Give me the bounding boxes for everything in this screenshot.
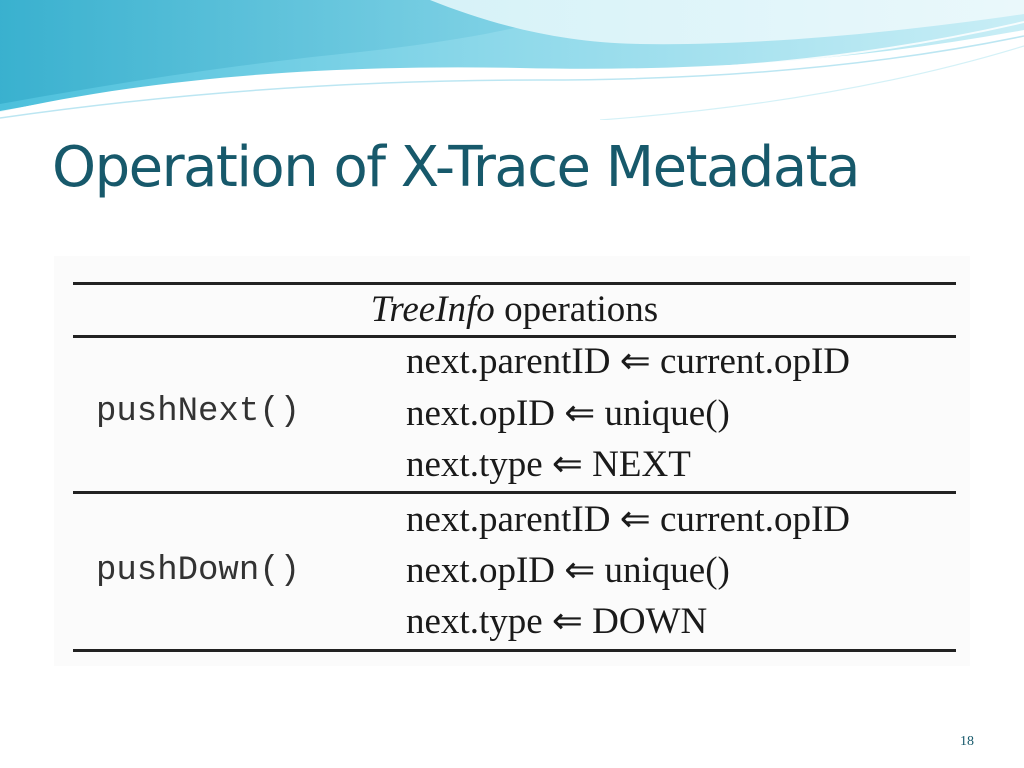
treeinfo-operations-table [54,256,970,666]
table-header-rest: operations [494,289,659,330]
statement-row: next.opID ⇐ unique() [406,393,730,434]
table-header-rule [73,335,956,338]
table-group-rule [73,491,956,494]
function-name-pushnext: pushNext() [96,393,301,431]
slide-page-number: 18 [960,734,974,749]
table-top-rule [73,282,956,285]
statement-row: next.type ⇐ DOWN [406,601,708,642]
statement-row: next.opID ⇐ unique() [406,550,730,591]
table-header-italic-term: TreeInfo [370,289,495,330]
table-bottom-rule [73,649,956,652]
statement-row: next.parentID ⇐ current.opID [406,499,850,540]
table-header [73,286,956,334]
function-name-pushdown: pushDown() [96,552,301,590]
header-wave-banner [0,0,1024,120]
statement-row: next.parentID ⇐ current.opID [406,341,850,382]
statement-row: next.type ⇐ NEXT [406,444,691,485]
slide-title: Operation of X-Trace Metadata [52,135,859,200]
